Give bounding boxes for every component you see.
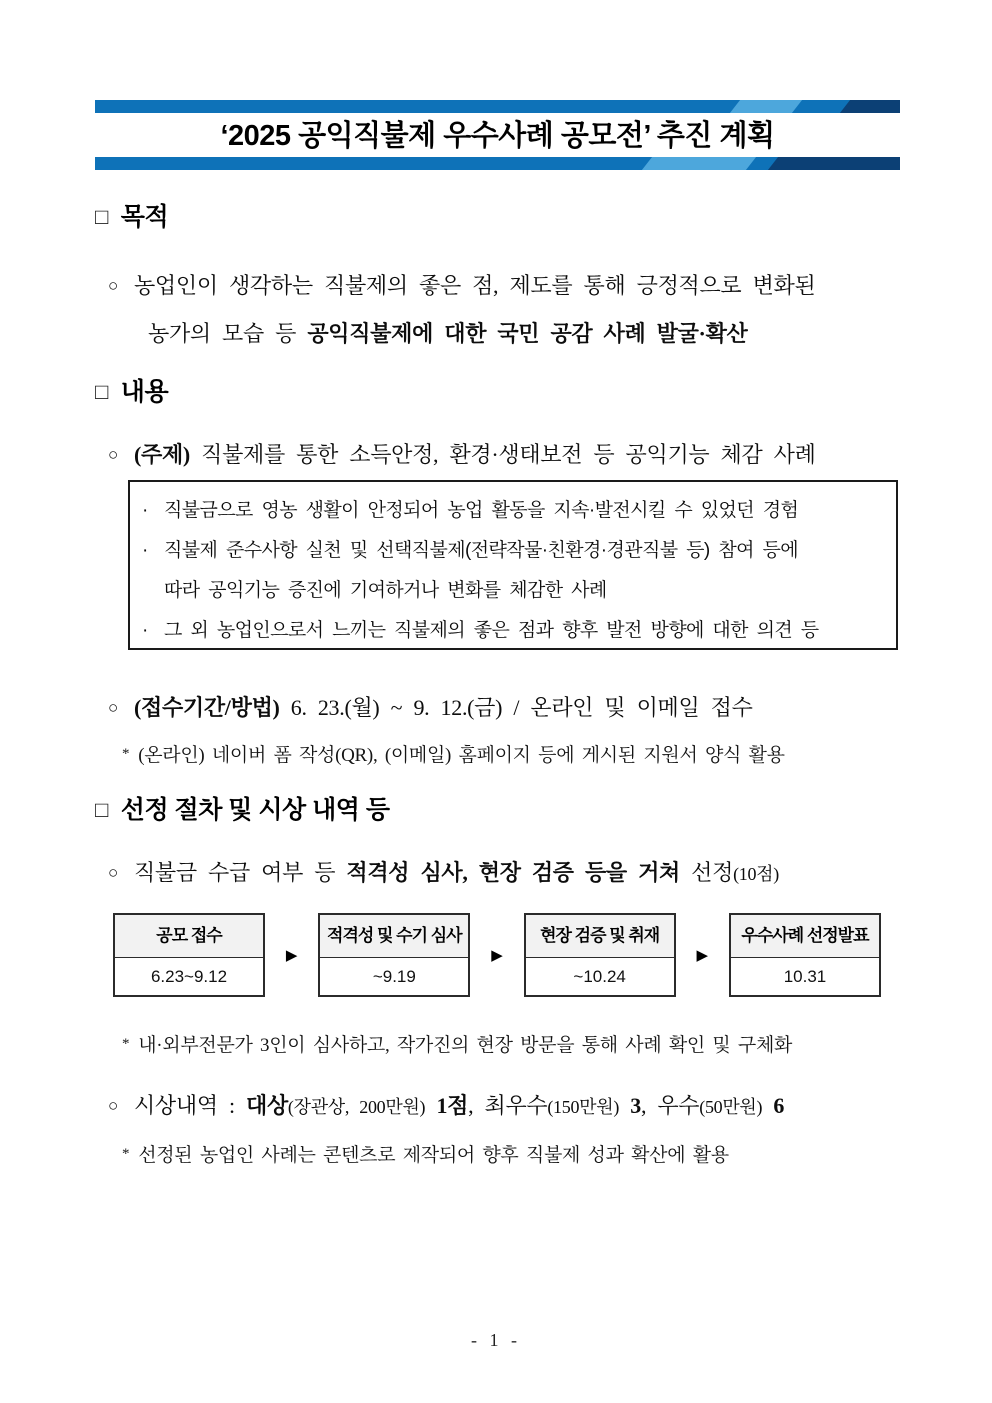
content-box <box>128 480 898 650</box>
square-marker-icon: □ <box>95 379 108 404</box>
box-line-text: 그 외 농업인으로서 느끼는 직불제의 좋은 점과 향후 발전 방향에 대한 의견 등 <box>164 620 819 641</box>
flow-step-screening <box>318 913 470 997</box>
flow-step-announce <box>729 913 881 997</box>
award-top-detail: (150만원) <box>547 1097 620 1117</box>
section-content-heading <box>95 372 168 408</box>
title-bar-bottom <box>95 157 900 170</box>
section-selection-heading <box>95 790 390 826</box>
page-title: ‘2025 공익직불제 우수사례 공모전’ 추진 계획 <box>220 120 775 152</box>
criteria-text-bold: 적격성 심사, 현장 검증 등을 거쳐 <box>346 860 680 885</box>
purpose-line-2 <box>108 311 908 357</box>
award-grand-count: 1점 <box>436 1093 469 1118</box>
flow-step-date: ~10.24 <box>573 967 626 986</box>
awards-label: 시상내역 : <box>133 1093 235 1118</box>
criteria-score: (10점) <box>733 864 779 884</box>
purpose-heading-label: 목적 <box>120 203 169 231</box>
footnote-star-icon: * <box>122 1036 130 1052</box>
box-line-text: 따라 공익기능 증진에 기여하거나 변화를 체감한 사례 <box>164 580 607 601</box>
topic-line <box>108 432 908 480</box>
box-line <box>142 571 886 611</box>
flow-footnote <box>122 1030 912 1057</box>
topic-text: 직불제를 통한 소득안정, 환경·생태보전 등 공익기능 체감 사례 <box>201 442 816 467</box>
box-line-text: 직불금으로 영농 생활이 안정되어 농업 활동을 지속·발전시킬 수 있었던 경험 <box>164 500 799 521</box>
box-line <box>142 491 886 531</box>
flow-step-apply <box>113 913 265 997</box>
award-separator: , <box>468 1093 474 1118</box>
banner-light-blue-segment <box>640 157 759 170</box>
award-exc-detail: (50만원) <box>699 1097 763 1117</box>
flow-arrow-icon: ▶ <box>285 946 298 964</box>
period-footnote-text: (온라인) 네이버 폼 작성(QR), (이메일) 홈페이지 등에 게시된 지원서 양식 활용 <box>138 745 785 766</box>
circle-marker-icon: ○ <box>108 276 118 295</box>
circle-marker-icon: ○ <box>108 863 118 882</box>
bullet-dot-icon <box>142 571 164 611</box>
square-marker-icon: □ <box>95 204 108 229</box>
footnote-star-icon: * <box>122 1146 130 1162</box>
flow-arrow-icon: ▶ <box>696 946 709 964</box>
circle-marker-icon: ○ <box>108 698 118 717</box>
flow-step-field-check <box>524 913 676 997</box>
period-label: (접수기간/방법) <box>133 695 280 720</box>
purpose-line-1 <box>108 263 908 311</box>
awards-footnote-text: 선정된 농업인 사례는 콘텐츠로 제작되어 향후 직불제 성과 확산에 활용 <box>138 1145 729 1166</box>
award-top-count: 3 <box>630 1093 641 1118</box>
flow-step-label: 적격성 및 수기 심사 <box>320 915 468 958</box>
period-line <box>108 685 908 733</box>
footnote-star-icon: * <box>122 746 130 762</box>
flow-step-date: 10.31 <box>783 967 827 986</box>
criteria-text: 직불금 수급 여부 등 <box>133 860 336 885</box>
banner-navy-segment <box>838 100 900 113</box>
flow-step-label: 우수사례 선정발표 <box>731 915 879 958</box>
banner-navy-segment <box>766 157 900 170</box>
flow-footnote-text: 내·외부전문가 3인이 심사하고, 작가진의 현장 방문을 통해 사례 확인 및 구체화 <box>138 1035 793 1056</box>
award-grand-detail: (장관상, 200만원) <box>287 1097 426 1117</box>
flow-step-date: ~9.19 <box>372 967 416 986</box>
title-banner <box>95 100 900 170</box>
purpose-text-2-bold: 공익직불제에 대한 국민 공감 사례 발굴·확산 <box>307 321 748 346</box>
award-exc-name: 우수 <box>657 1093 700 1118</box>
purpose-text-2: 농가의 모습 등 <box>148 321 297 346</box>
box-line <box>142 611 886 651</box>
page-number: - 1 - <box>471 1330 521 1350</box>
box-line <box>142 531 886 571</box>
topic-label: (주제) <box>133 442 190 467</box>
circle-marker-icon: ○ <box>108 1096 118 1115</box>
period-footnote <box>122 740 912 767</box>
flow-step-date: 6.23~9.12 <box>150 967 228 986</box>
awards-line <box>108 1083 908 1131</box>
square-marker-icon: □ <box>95 797 108 822</box>
flow-step-label: 현장 검증 및 취재 <box>526 915 674 958</box>
title-bar-top <box>95 100 900 113</box>
process-flow <box>113 913 881 997</box>
circle-marker-icon: ○ <box>108 445 118 464</box>
flow-arrow-icon: ▶ <box>491 946 503 964</box>
purpose-text-1: 농업인이 생각하는 직불제의 좋은 점, 제도를 통해 긍정적으로 변화된 <box>133 273 816 298</box>
flow-step-label: 공모 접수 <box>115 915 263 958</box>
award-top-name: 최우수 <box>484 1093 548 1118</box>
criteria-tail: 선정 <box>691 860 734 885</box>
bullet-dot-icon: · <box>142 620 148 641</box>
purpose-paragraph <box>108 263 908 357</box>
bullet-dot-icon: · <box>142 540 148 561</box>
section-purpose-heading <box>95 197 168 233</box>
awards-footnote <box>122 1140 912 1167</box>
bullet-dot-icon: · <box>142 500 148 521</box>
selection-heading-label: 선정 절차 및 시상 내역 등 <box>120 796 390 824</box>
award-grand-name: 대상 <box>246 1093 288 1118</box>
banner-light-blue-segment <box>728 100 805 113</box>
criteria-line <box>108 850 908 898</box>
box-line-text: 직불제 준수사항 실천 및 선택직불제(전략작물·친환경·경관직불 등) 참여 등에 <box>164 540 799 561</box>
period-text: 6. 23.(월) ~ 9. 12.(금) / 온라인 및 이메일 접수 <box>290 695 753 720</box>
content-heading-label: 내용 <box>120 378 169 406</box>
award-separator: , <box>640 1093 647 1118</box>
award-exc-count: 6 <box>773 1093 785 1118</box>
